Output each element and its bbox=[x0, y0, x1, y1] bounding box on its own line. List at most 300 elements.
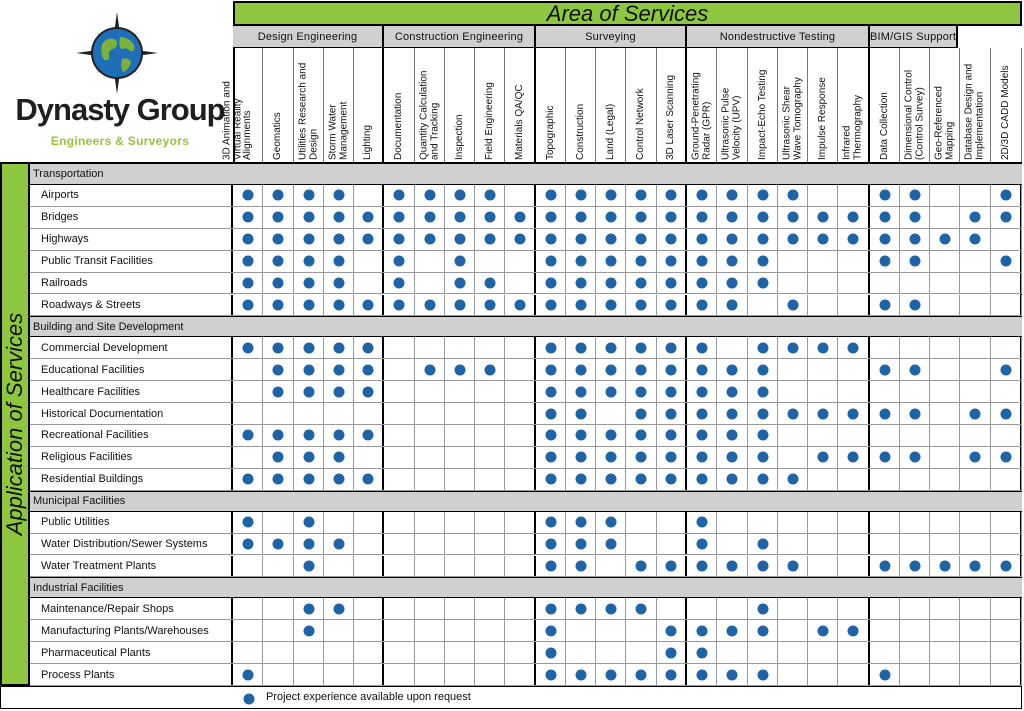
column-header bbox=[991, 48, 1022, 162]
matrix-cell bbox=[748, 620, 778, 641]
matrix-cell bbox=[233, 403, 263, 424]
experience-dot-icon bbox=[909, 364, 920, 375]
matrix-cell bbox=[475, 469, 505, 490]
matrix-cell bbox=[778, 273, 808, 294]
table-row bbox=[30, 273, 1022, 295]
experience-dot-icon bbox=[242, 342, 253, 353]
matrix-cell bbox=[566, 664, 596, 685]
matrix-cell bbox=[445, 664, 475, 685]
experience-dot-icon bbox=[696, 299, 707, 310]
matrix-cell bbox=[233, 295, 263, 316]
matrix-cell bbox=[687, 664, 717, 685]
matrix-cell bbox=[415, 620, 445, 641]
experience-dot-icon bbox=[909, 452, 920, 463]
matrix-cell bbox=[445, 642, 475, 663]
matrix-cell bbox=[294, 207, 324, 228]
matrix-cell bbox=[566, 512, 596, 533]
experience-dot-icon bbox=[484, 278, 495, 289]
matrix-cell bbox=[717, 642, 748, 663]
row-label: Historical Documentation bbox=[30, 403, 233, 424]
experience-dot-icon bbox=[303, 190, 314, 201]
matrix-cell bbox=[870, 642, 900, 663]
matrix-cell bbox=[324, 185, 354, 206]
matrix-cell bbox=[354, 403, 384, 424]
matrix-cell bbox=[687, 447, 717, 468]
experience-dot-icon bbox=[727, 430, 738, 441]
experience-dot-icon bbox=[484, 190, 495, 201]
matrix-cell bbox=[808, 469, 838, 490]
matrix-cell bbox=[566, 273, 596, 294]
matrix-cell bbox=[415, 598, 445, 619]
matrix-cell bbox=[870, 381, 900, 402]
experience-dot-icon bbox=[545, 408, 556, 419]
experience-dot-icon bbox=[727, 256, 738, 267]
experience-dot-icon bbox=[273, 452, 284, 463]
row-label: Bridges bbox=[30, 207, 233, 228]
matrix-cell bbox=[384, 534, 415, 555]
experience-dot-icon bbox=[333, 212, 344, 223]
experience-dot-icon bbox=[363, 430, 374, 441]
experience-dot-icon bbox=[696, 647, 707, 658]
matrix-cell bbox=[324, 447, 354, 468]
matrix-cell bbox=[233, 556, 263, 577]
table-row bbox=[30, 185, 1022, 207]
matrix-cell bbox=[354, 273, 384, 294]
experience-dot-icon bbox=[484, 234, 495, 245]
matrix-cell bbox=[294, 642, 324, 663]
column-header bbox=[778, 48, 808, 162]
matrix-cell bbox=[263, 185, 294, 206]
experience-dot-icon bbox=[727, 408, 738, 419]
matrix-cell bbox=[930, 295, 960, 316]
experience-dot-icon bbox=[394, 190, 405, 201]
experience-dot-icon bbox=[242, 669, 253, 680]
experience-dot-icon bbox=[605, 386, 616, 397]
experience-dot-icon bbox=[970, 234, 981, 245]
column-header bbox=[596, 48, 626, 162]
matrix-cell bbox=[808, 229, 838, 250]
matrix-cell bbox=[930, 447, 960, 468]
matrix-cell bbox=[445, 534, 475, 555]
experience-dot-icon bbox=[879, 212, 890, 223]
matrix-cell bbox=[930, 620, 960, 641]
matrix-cell bbox=[687, 425, 717, 446]
matrix-cell bbox=[536, 664, 566, 685]
matrix-cell bbox=[263, 273, 294, 294]
column-header bbox=[808, 48, 838, 162]
matrix-cell bbox=[566, 598, 596, 619]
experience-dot-icon bbox=[666, 560, 677, 571]
experience-dot-icon bbox=[939, 234, 950, 245]
matrix-cell bbox=[475, 664, 505, 685]
matrix-cell bbox=[566, 251, 596, 272]
matrix-cell bbox=[870, 556, 900, 577]
matrix-cell bbox=[536, 295, 566, 316]
table-row bbox=[30, 229, 1022, 251]
matrix-cell bbox=[445, 598, 475, 619]
experience-dot-icon bbox=[757, 625, 768, 636]
experience-dot-icon bbox=[545, 342, 556, 353]
experience-dot-icon bbox=[817, 625, 828, 636]
column-header bbox=[838, 48, 870, 162]
matrix-cell bbox=[596, 229, 626, 250]
matrix-cell bbox=[384, 381, 415, 402]
matrix-cell bbox=[596, 251, 626, 272]
experience-dot-icon bbox=[727, 234, 738, 245]
experience-dot-icon bbox=[666, 212, 677, 223]
matrix-cell bbox=[687, 251, 717, 272]
experience-dot-icon bbox=[817, 408, 828, 419]
matrix-cell bbox=[991, 295, 1022, 316]
matrix-cell bbox=[233, 620, 263, 641]
experience-dot-icon bbox=[1001, 560, 1012, 571]
column-header-label: Quantity Calculation and Tracking bbox=[418, 70, 440, 160]
matrix-cell bbox=[930, 381, 960, 402]
matrix-cell bbox=[687, 598, 717, 619]
matrix-cell bbox=[384, 207, 415, 228]
matrix-cell bbox=[687, 381, 717, 402]
matrix-cell bbox=[960, 207, 991, 228]
matrix-cell bbox=[415, 403, 445, 424]
matrix-cell bbox=[657, 512, 687, 533]
table-row bbox=[30, 251, 1022, 273]
table-row bbox=[30, 598, 1022, 620]
matrix-cell bbox=[294, 295, 324, 316]
experience-dot-icon bbox=[1001, 452, 1012, 463]
matrix-cell bbox=[566, 229, 596, 250]
experience-dot-icon bbox=[545, 560, 556, 571]
experience-dot-icon bbox=[514, 212, 525, 223]
matrix-cell bbox=[778, 469, 808, 490]
matrix-cell bbox=[324, 425, 354, 446]
matrix-cell bbox=[717, 381, 748, 402]
experience-dot-icon bbox=[727, 452, 738, 463]
matrix-cell bbox=[263, 425, 294, 446]
experience-dot-icon bbox=[727, 474, 738, 485]
matrix-cell bbox=[626, 642, 657, 663]
matrix-cell bbox=[991, 556, 1022, 577]
column-header-label: Field Engineering bbox=[483, 82, 495, 160]
experience-dot-icon bbox=[1001, 212, 1012, 223]
table-row bbox=[30, 295, 1022, 317]
matrix-cell bbox=[838, 512, 870, 533]
matrix-cell bbox=[384, 512, 415, 533]
matrix-cell bbox=[991, 447, 1022, 468]
matrix-cell bbox=[838, 185, 870, 206]
experience-dot-icon bbox=[757, 560, 768, 571]
service-column-headers bbox=[221, 48, 1022, 162]
experience-dot-icon bbox=[273, 474, 284, 485]
matrix-cell bbox=[384, 273, 415, 294]
experience-dot-icon bbox=[242, 474, 253, 485]
matrix-cell bbox=[445, 295, 475, 316]
matrix-cell bbox=[294, 664, 324, 685]
matrix-cell bbox=[930, 598, 960, 619]
row-label: Water Distribution/Sewer Systems bbox=[30, 534, 233, 555]
matrix-cell bbox=[991, 469, 1022, 490]
brand-name: Dynasty Group bbox=[15, 92, 225, 127]
experience-dot-icon bbox=[242, 212, 253, 223]
column-header-label: Alignments bbox=[241, 110, 253, 160]
matrix-cell bbox=[991, 207, 1022, 228]
matrix-cell bbox=[596, 207, 626, 228]
matrix-cell bbox=[475, 556, 505, 577]
experience-dot-icon bbox=[817, 234, 828, 245]
matrix-cell bbox=[354, 447, 384, 468]
matrix-cell bbox=[384, 469, 415, 490]
matrix-cell bbox=[505, 185, 536, 206]
column-header-label: Dimensional Control (Control Survey) bbox=[903, 69, 925, 160]
row-label: Healthcare Facilities bbox=[30, 381, 233, 402]
matrix-cell bbox=[960, 229, 991, 250]
experience-dot-icon bbox=[787, 190, 798, 201]
experience-dot-icon bbox=[333, 603, 344, 614]
experience-dot-icon bbox=[636, 190, 647, 201]
matrix-cell bbox=[657, 534, 687, 555]
matrix-cell bbox=[415, 381, 445, 402]
matrix-cell bbox=[566, 295, 596, 316]
category-header: Industrial Facilities bbox=[30, 577, 1022, 598]
area-of-services-title-bar bbox=[233, 1, 1022, 26]
matrix-cell bbox=[870, 598, 900, 619]
experience-dot-icon bbox=[666, 669, 677, 680]
matrix-cell bbox=[808, 337, 838, 358]
matrix-cell bbox=[748, 512, 778, 533]
matrix-cell bbox=[748, 598, 778, 619]
table-row bbox=[30, 425, 1022, 447]
compass-globe-icon bbox=[76, 12, 158, 94]
experience-dot-icon bbox=[303, 234, 314, 245]
experience-dot-icon bbox=[575, 669, 586, 680]
group-header: Design Engineering bbox=[233, 26, 384, 48]
matrix-cell bbox=[354, 337, 384, 358]
row-label: Residential Buildings bbox=[30, 469, 233, 490]
experience-dot-icon bbox=[303, 539, 314, 550]
experience-dot-icon bbox=[303, 474, 314, 485]
row-label: Maintenance/Repair Shops bbox=[30, 598, 233, 619]
experience-dot-icon bbox=[757, 452, 768, 463]
matrix-cell bbox=[657, 556, 687, 577]
experience-dot-icon bbox=[514, 299, 525, 310]
column-header bbox=[960, 48, 991, 162]
matrix-cell bbox=[900, 381, 930, 402]
matrix-cell bbox=[324, 664, 354, 685]
matrix-cell bbox=[778, 642, 808, 663]
matrix-cell bbox=[536, 469, 566, 490]
matrix-cell bbox=[475, 295, 505, 316]
matrix-cell bbox=[566, 185, 596, 206]
column-header-label: Topographic bbox=[544, 105, 556, 160]
matrix-cell bbox=[778, 295, 808, 316]
matrix-cell bbox=[900, 512, 930, 533]
matrix-cell bbox=[991, 251, 1022, 272]
experience-dot-icon bbox=[545, 256, 556, 267]
experience-dot-icon bbox=[696, 539, 707, 550]
matrix-cell bbox=[870, 447, 900, 468]
experience-dot-icon bbox=[787, 342, 798, 353]
matrix-cell bbox=[445, 185, 475, 206]
matrix-cell bbox=[991, 185, 1022, 206]
matrix-cell bbox=[233, 229, 263, 250]
matrix-cell bbox=[445, 207, 475, 228]
column-header bbox=[263, 48, 294, 162]
experience-dot-icon bbox=[757, 190, 768, 201]
matrix-cell bbox=[475, 273, 505, 294]
experience-dot-icon bbox=[848, 625, 859, 636]
experience-dot-icon bbox=[666, 234, 677, 245]
matrix-cell bbox=[536, 620, 566, 641]
experience-dot-icon bbox=[394, 234, 405, 245]
matrix-cell bbox=[294, 425, 324, 446]
matrix-cell bbox=[626, 403, 657, 424]
column-header-label: Construction bbox=[574, 103, 586, 160]
matrix-cell bbox=[294, 185, 324, 206]
category-header: Building and Site Development bbox=[30, 316, 1022, 337]
row-label: Recreational Facilities bbox=[30, 425, 233, 446]
experience-dot-icon bbox=[757, 234, 768, 245]
matrix-cell bbox=[354, 207, 384, 228]
experience-dot-icon bbox=[605, 517, 616, 528]
matrix-cell bbox=[960, 512, 991, 533]
experience-dot-icon bbox=[909, 299, 920, 310]
matrix-cell bbox=[991, 642, 1022, 663]
experience-dot-icon bbox=[394, 256, 405, 267]
matrix-cell bbox=[991, 359, 1022, 380]
matrix-cell bbox=[324, 642, 354, 663]
column-header bbox=[536, 48, 566, 162]
column-header bbox=[294, 48, 324, 162]
matrix-cell bbox=[930, 251, 960, 272]
row-label: Public Transit Facilities bbox=[30, 251, 233, 272]
matrix-cell bbox=[808, 381, 838, 402]
experience-dot-icon bbox=[757, 364, 768, 375]
matrix-cell bbox=[717, 337, 748, 358]
matrix-cell bbox=[263, 337, 294, 358]
matrix-cell bbox=[505, 381, 536, 402]
matrix-cell bbox=[687, 207, 717, 228]
matrix-cell bbox=[505, 229, 536, 250]
matrix-cell bbox=[324, 359, 354, 380]
experience-dot-icon bbox=[666, 625, 677, 636]
column-header-label: Data Collection bbox=[878, 92, 890, 160]
experience-dot-icon bbox=[363, 386, 374, 397]
matrix-cell bbox=[475, 534, 505, 555]
matrix-cell bbox=[536, 251, 566, 272]
experience-dot-icon bbox=[696, 234, 707, 245]
experience-dot-icon bbox=[454, 364, 465, 375]
matrix-cell bbox=[748, 207, 778, 228]
experience-dot-icon bbox=[879, 234, 890, 245]
column-header bbox=[717, 48, 748, 162]
matrix-cell bbox=[626, 534, 657, 555]
matrix-cell bbox=[748, 251, 778, 272]
matrix-cell bbox=[384, 425, 415, 446]
matrix-cell bbox=[415, 251, 445, 272]
matrix-cell bbox=[900, 598, 930, 619]
experience-dot-icon bbox=[879, 190, 890, 201]
experience-dot-icon bbox=[575, 212, 586, 223]
matrix-cell bbox=[808, 295, 838, 316]
table-row bbox=[30, 403, 1022, 425]
matrix-cell bbox=[233, 534, 263, 555]
experience-dot-icon bbox=[727, 212, 738, 223]
column-header bbox=[626, 48, 657, 162]
experience-dot-icon bbox=[575, 342, 586, 353]
experience-dot-icon bbox=[666, 408, 677, 419]
matrix-cell bbox=[687, 273, 717, 294]
matrix-cell bbox=[324, 620, 354, 641]
matrix-cell bbox=[566, 556, 596, 577]
matrix-cell bbox=[596, 598, 626, 619]
column-header-label: Ground-Penetrating Radar (GPR) bbox=[690, 72, 712, 160]
matrix-cell bbox=[263, 534, 294, 555]
matrix-cell bbox=[778, 598, 808, 619]
column-header bbox=[445, 48, 475, 162]
experience-dot-icon bbox=[696, 256, 707, 267]
experience-dot-icon bbox=[333, 474, 344, 485]
matrix-cell bbox=[384, 620, 415, 641]
experience-dot-icon bbox=[333, 278, 344, 289]
matrix-cell bbox=[778, 381, 808, 402]
experience-dot-icon bbox=[787, 408, 798, 419]
matrix-cell bbox=[233, 598, 263, 619]
experience-dot-icon bbox=[333, 342, 344, 353]
experience-dot-icon bbox=[757, 212, 768, 223]
matrix-cell bbox=[687, 642, 717, 663]
matrix-cell bbox=[263, 295, 294, 316]
column-header-label: Materials QA/QC bbox=[513, 84, 525, 160]
matrix-cell bbox=[596, 469, 626, 490]
matrix-cell bbox=[354, 229, 384, 250]
matrix-cell bbox=[870, 251, 900, 272]
matrix-cell bbox=[536, 512, 566, 533]
experience-dot-icon bbox=[575, 364, 586, 375]
matrix-cell bbox=[900, 642, 930, 663]
matrix-cell bbox=[991, 425, 1022, 446]
matrix-cell bbox=[838, 534, 870, 555]
experience-dot-icon bbox=[696, 190, 707, 201]
matrix-cell bbox=[566, 207, 596, 228]
matrix-cell bbox=[838, 403, 870, 424]
row-label: Process Plants bbox=[30, 664, 233, 685]
experience-dot-icon bbox=[303, 256, 314, 267]
experience-dot-icon bbox=[848, 452, 859, 463]
matrix-cell bbox=[960, 403, 991, 424]
matrix-cell bbox=[657, 381, 687, 402]
experience-dot-icon bbox=[970, 452, 981, 463]
matrix-cell bbox=[536, 403, 566, 424]
matrix-cell bbox=[960, 251, 991, 272]
matrix-cell bbox=[930, 642, 960, 663]
matrix-cell bbox=[294, 598, 324, 619]
matrix-cell bbox=[626, 598, 657, 619]
matrix-cell bbox=[384, 664, 415, 685]
category-header: Municipal Facilities bbox=[30, 491, 1022, 512]
matrix-cell bbox=[596, 403, 626, 424]
matrix-cell bbox=[505, 359, 536, 380]
matrix-cell bbox=[991, 664, 1022, 685]
matrix-cell bbox=[566, 534, 596, 555]
matrix-cell bbox=[596, 273, 626, 294]
experience-dot-icon bbox=[242, 517, 253, 528]
matrix-cell bbox=[324, 273, 354, 294]
matrix-cell bbox=[596, 359, 626, 380]
matrix-cell bbox=[566, 469, 596, 490]
matrix-cell bbox=[233, 185, 263, 206]
matrix-cell bbox=[384, 556, 415, 577]
matrix-cell bbox=[233, 642, 263, 663]
matrix-cell bbox=[233, 207, 263, 228]
